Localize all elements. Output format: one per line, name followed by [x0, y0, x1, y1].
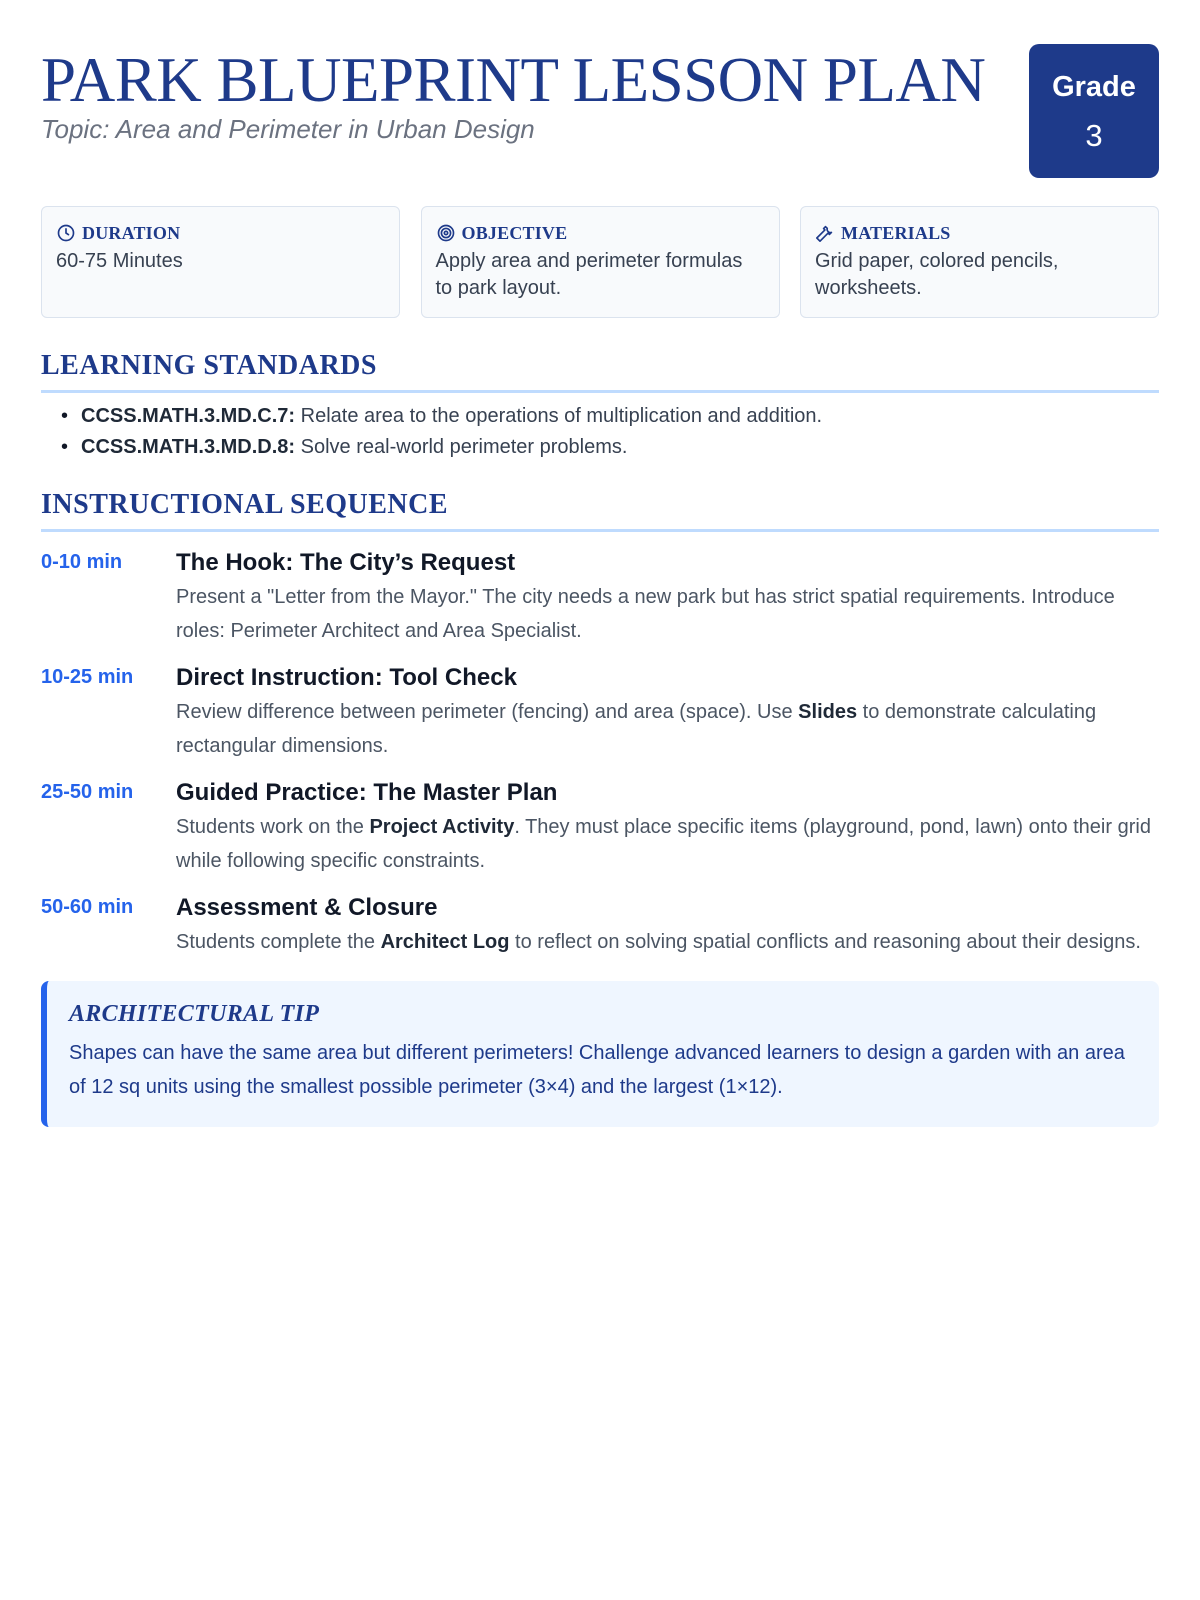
sequence-step — [41, 546, 1159, 648]
tip-title: ARCHITECTURAL TIP — [69, 1001, 320, 1027]
target-icon — [436, 223, 456, 243]
step-title: Guided Practice: The Master Plan — [176, 779, 558, 806]
list-item — [61, 432, 1159, 463]
wrench-icon — [815, 223, 835, 243]
info-cards — [41, 206, 1159, 318]
materials-label: MATERIALS — [841, 222, 951, 243]
step-time: 0-10 min — [41, 551, 123, 573]
sequence-list — [41, 546, 1159, 959]
objective-label: OBJECTIVE — [461, 222, 568, 243]
materials-value: Grid paper, colored pencils, worksheets. — [815, 250, 1059, 299]
grade-label: Grade — [1052, 71, 1136, 103]
objective-value: Apply area and perimeter formulas to park layout. — [435, 250, 743, 299]
clock-icon — [56, 223, 76, 243]
section-title-standards: LEARNING STANDARDS — [41, 350, 1159, 393]
architectural-tip-callout — [41, 981, 1159, 1127]
step-desc-text: to demonstrate calculating rectangular dimensions. — [176, 701, 1097, 757]
step-time: 25-50 min — [41, 781, 134, 803]
bullet-icon: • — [61, 436, 69, 458]
grade-value: 3 — [1085, 118, 1103, 153]
duration-card — [41, 206, 400, 318]
standard-code: CCSS.MATH.3.MD.D.8: — [81, 436, 296, 458]
step-description — [176, 580, 1159, 648]
step-description — [176, 810, 1159, 878]
page-subtitle: Topic: Area and Perimeter in Urban Design — [41, 114, 535, 144]
step-desc-emphasis: Project Activity — [369, 816, 515, 838]
objective-card — [421, 206, 780, 318]
step-desc-text: Review difference between perimeter (fencing) and area (space). Use — [176, 701, 799, 723]
step-desc-emphasis: Architect Log — [380, 931, 510, 953]
grade-badge — [1029, 44, 1159, 178]
standard-text: Relate area to the operations of multiplication and addition. — [295, 405, 823, 427]
sequence-step — [41, 891, 1159, 959]
step-time: 50-60 min — [41, 896, 134, 918]
tip-text: Shapes can have the same area but different perimeters! Challenge advanced learners to design a garden with an area of 12 sq units using the smallest possible perimeter (3×4) and the largest (1×12). — [69, 1042, 1125, 1098]
materials-card — [800, 206, 1159, 318]
section-title-sequence: INSTRUCTIONAL SEQUENCE — [41, 489, 1159, 532]
standard-text: Solve real-world perimeter problems. — [295, 436, 628, 458]
learning-standards-section — [41, 350, 1159, 463]
step-description — [176, 695, 1159, 763]
header — [41, 44, 1159, 180]
step-title: Assessment & Closure — [176, 894, 438, 921]
sequence-step — [41, 661, 1159, 763]
duration-label: DURATION — [82, 222, 181, 243]
step-title: Direct Instruction: Tool Check — [176, 664, 517, 691]
step-time: 10-25 min — [41, 666, 134, 688]
instructional-sequence-section — [41, 489, 1159, 959]
step-desc-text: Present a "Letter from the Mayor." The city needs a new park but has strict spatial requirements. Introduce roles: Perimeter Architect and Area Specialist. — [176, 586, 1115, 642]
step-desc-text: Students complete the — [176, 931, 381, 953]
step-title: The Hook: The City’s Request — [176, 549, 516, 576]
duration-value: 60-75 Minutes — [56, 250, 183, 272]
sequence-step — [41, 776, 1159, 878]
step-description — [176, 925, 1159, 959]
step-desc-text: Students work on the — [176, 816, 370, 838]
bullet-icon: • — [61, 405, 69, 427]
standards-list — [41, 401, 1159, 463]
step-desc-emphasis: Slides — [798, 701, 858, 723]
standard-code: CCSS.MATH.3.MD.C.7: — [81, 405, 296, 427]
step-desc-text: to reflect on solving spatial conflicts and reasoning about their designs. — [509, 931, 1141, 953]
list-item — [61, 401, 1159, 432]
page-title: PARK BLUEPRINT LESSON PLAN — [41, 45, 986, 115]
step-desc-text: . They must place specific items (playground, pond, lawn) onto their grid while following specific constraints. — [176, 816, 1151, 872]
